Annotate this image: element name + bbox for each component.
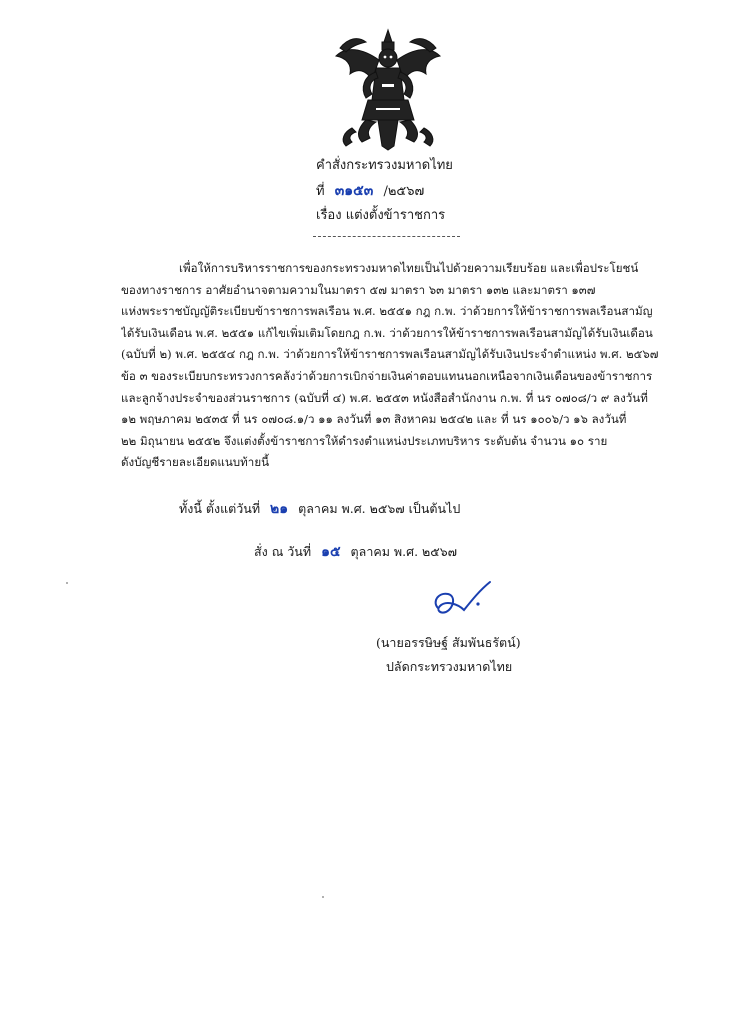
ordered-day-handwritten: ๑๕ <box>321 544 341 560</box>
scan-speck <box>66 582 68 584</box>
handwritten-signature <box>428 578 500 622</box>
effective-date-prefix: ทั้งนี้ ตั้งแต่วันที่ <box>179 501 261 516</box>
effective-day-handwritten: ๒๑ <box>270 501 289 517</box>
body-line: เพื่อให้การบริหารราชการของกระทรวงมหาดไทยเป็นไปด้วยความเรียบร้อย และเพื่อประโยชน์ <box>179 261 639 275</box>
order-body-paragraph <box>121 258 677 474</box>
order-number <box>316 183 424 200</box>
body-line: ดังบัญชีรายละเอียดแนบท้ายนี้ <box>121 455 270 470</box>
signatory-name: (นายอรรษิษฐ์ สัมพันธรัตน์) <box>376 635 521 650</box>
order-number-handwritten: ๓๑๕๓ <box>334 183 374 199</box>
body-line: (ฉบับที่ ๒) พ.ศ. ๒๕๕๔ กฎ ก.พ. ว่าด้วยการให้ข้าราชการพลเรือนสามัญได้รับเงินประจำตำแหน่ง พ.ศ. ๒๕๖๗ <box>121 347 659 362</box>
effective-date <box>179 498 460 520</box>
order-subject: เรื่อง แต่งตั้งข้าราชการ <box>316 208 446 223</box>
body-line: ข้อ ๓ ของระเบียบกระทรวงการคลังว่าด้วยการเบิกจ่ายเงินค่าตอบแทนนอกเหนือจากเงินเดือนของข้าราชการ <box>121 368 653 383</box>
ordered-date-suffix: ตุลาคม พ.ศ. ๒๕๖๗ <box>350 544 458 559</box>
order-title: คำสั่งกระทรวงมหาดไทย <box>316 158 453 173</box>
signatory-position: ปลัดกระทรวงมหาดไทย <box>386 659 513 674</box>
effective-date-suffix: ตุลาคม พ.ศ. ๒๕๖๗ เป็นต้นไป <box>298 501 461 516</box>
ordered-date-prefix: สั่ง ณ วันที่ <box>254 544 312 559</box>
body-line: ๑๒ พฤษภาคม ๒๕๓๕ ที่ นร ๐๗๐๘.๑/ว ๑๑ ลงวันที่ ๑๓ สิงหาคม ๒๕๔๒ และ ที่ นร ๑๐๐๖/ว ๑๖ ลงวันที่ <box>121 412 627 427</box>
order-number-suffix: /๒๕๖๗ <box>383 184 425 199</box>
body-line: ของทางราชการ อาศัยอำนาจตามความในมาตรา ๕๗ มาตรา ๖๓ มาตรา ๑๓๒ และมาตรา ๑๓๗ <box>121 282 596 297</box>
body-line: ๒๒ มิถุนายน ๒๕๕๒ จึงแต่งตั้งข้าราชการให้ดำรงตำแหน่งประเภทบริหาร ระดับต้น จำนวน ๑๐ ราย <box>121 433 608 448</box>
scan-speck <box>322 896 324 898</box>
ordered-date <box>254 541 457 563</box>
body-line: ได้รับเงินเดือน พ.ศ. ๒๕๕๑ แก้ไขเพิ่มเติมโดยกฎ ก.พ. ว่าด้วยการให้ข้าราชการพลเรือนสามัญได้รับเงินเดือน <box>121 325 653 340</box>
body-line: แห่งพระราชบัญญัติระเบียบข้าราชการพลเรือน พ.ศ. ๒๕๕๑ กฎ ก.พ. ว่าด้วยการให้ข้าราชการพลเรือนสามัญ <box>121 304 653 319</box>
order-number-prefix: ที่ <box>316 184 325 199</box>
header-divider <box>313 236 460 237</box>
body-line: และลูกจ้างประจำของส่วนราชการ (ฉบับที่ ๔) พ.ศ. ๒๕๕๓ หนังสือสำนักงาน ก.พ. ที่ นร ๐๗๐๘/ว ๙ ลงวันที่ <box>121 390 648 405</box>
garuda-emblem <box>332 28 444 152</box>
